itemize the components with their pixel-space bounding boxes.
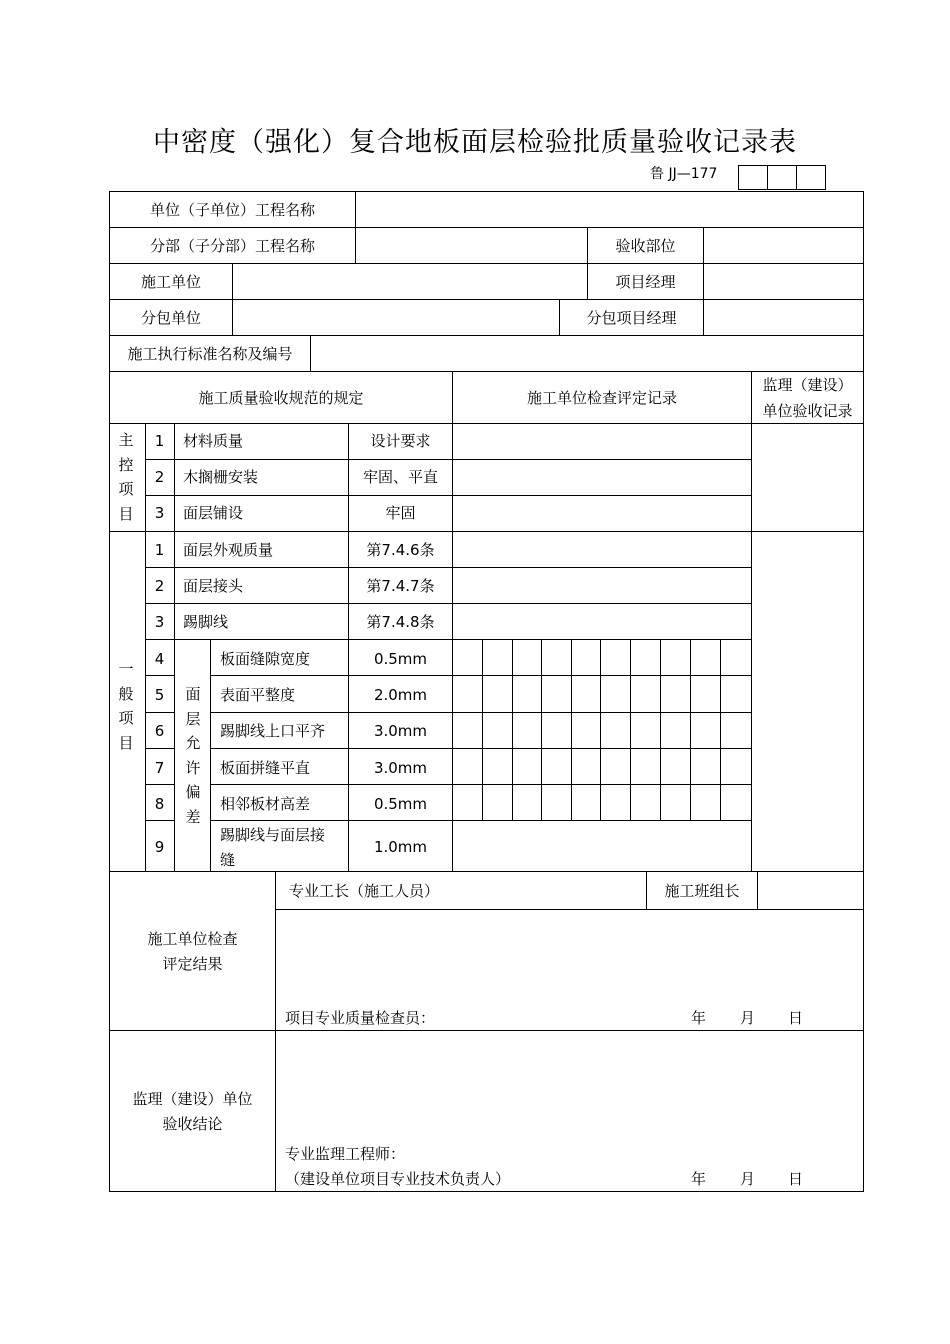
grid-line bbox=[109, 1030, 864, 1031]
main-items-label: 主 控 项 目 bbox=[118, 431, 134, 523]
supervision-record-area[interactable] bbox=[752, 424, 863, 871]
grid-line bbox=[145, 784, 175, 785]
construction-unit-label: 施工单位 bbox=[140, 273, 201, 291]
deviation-item-req: 1.0mm bbox=[373, 838, 428, 856]
supervision-result-month: 月 bbox=[740, 1170, 756, 1188]
unit-result-content[interactable] bbox=[276, 910, 863, 1005]
deviation-item-name: 板面拼缝平直 bbox=[220, 759, 311, 777]
form-code: 鲁 JJ—177 bbox=[650, 166, 718, 182]
grid-line bbox=[512, 639, 513, 821]
main-item-no: 2 bbox=[154, 468, 165, 486]
general-item-no: 1 bbox=[154, 541, 165, 559]
supervision-result-day: 日 bbox=[788, 1170, 804, 1188]
grid-line bbox=[720, 639, 721, 821]
unit-result-label-line1: 施工单位检查 bbox=[147, 930, 238, 948]
standard-name-field[interactable] bbox=[311, 336, 863, 371]
grid-line bbox=[174, 423, 175, 640]
general-items-check-record[interactable] bbox=[453, 532, 751, 639]
supervision-engineer-label: 专业监理工程师： bbox=[285, 1145, 406, 1163]
deviation-item-no: 4 bbox=[154, 650, 165, 668]
grid-line bbox=[210, 784, 752, 785]
main-item-name: 材料质量 bbox=[183, 432, 244, 450]
acceptance-part-field[interactable] bbox=[704, 228, 863, 263]
general-item-req: 第7.4.8条 bbox=[366, 613, 435, 631]
deviation-item-name: 板面缝隙宽度 bbox=[220, 650, 311, 668]
main-item-no: 3 bbox=[154, 504, 165, 522]
grid-line bbox=[210, 748, 752, 749]
page-title: 中密度（强化）复合地板面层检验批质量验收记录表 bbox=[153, 127, 797, 158]
subcontract-unit-label: 分包单位 bbox=[140, 309, 201, 327]
deviation-item-name: 踢脚线上口平齐 bbox=[220, 722, 326, 740]
grid-line bbox=[630, 639, 631, 821]
grid-line bbox=[109, 871, 864, 872]
grid-line bbox=[210, 712, 752, 713]
supervision-result-label-line1: 监理（建设）单位 bbox=[132, 1090, 253, 1108]
deviation-item-req: 0.5mm bbox=[373, 650, 428, 668]
deviation-item-req: 0.5mm bbox=[373, 795, 428, 813]
supervision-record-header-line1: 监理（建设） bbox=[762, 376, 853, 394]
deviation-item-no: 5 bbox=[154, 686, 165, 704]
grid-line bbox=[600, 639, 601, 821]
deviation-label: 面 层 允 许 偏 差 bbox=[185, 685, 201, 826]
division-project-name-field[interactable] bbox=[356, 228, 587, 263]
owner-rep-label: （建设单位项目专业技术负责人） bbox=[285, 1170, 511, 1188]
deviation-item-req: 3.0mm bbox=[373, 759, 428, 777]
subcontract-project-manager-label: 分包项目经理 bbox=[586, 309, 677, 327]
grid-line bbox=[174, 639, 175, 872]
grid-line bbox=[571, 639, 572, 821]
grid-line bbox=[109, 1191, 864, 1192]
main-item-no: 1 bbox=[154, 432, 165, 450]
unit-check-record-header: 施工单位检查评定记录 bbox=[526, 389, 677, 407]
general-items-label: 一 般 项 目 bbox=[118, 660, 134, 752]
deviation-item-name: 表面平整度 bbox=[220, 686, 296, 704]
general-item-no: 3 bbox=[154, 613, 165, 631]
foreman-field[interactable] bbox=[453, 873, 646, 909]
main-items-check-record[interactable] bbox=[453, 424, 751, 531]
project-manager-label: 项目经理 bbox=[615, 273, 676, 291]
deviation-item-no: 9 bbox=[154, 838, 165, 856]
grid-line bbox=[145, 675, 175, 676]
general-item-req: 第7.4.7条 bbox=[366, 577, 435, 595]
general-item-req: 第7.4.6条 bbox=[366, 541, 435, 559]
grid-line bbox=[660, 639, 661, 821]
general-item-name: 面层接头 bbox=[183, 577, 244, 595]
deviation-item-no: 7 bbox=[154, 759, 165, 777]
unit-result-month: 月 bbox=[740, 1009, 756, 1027]
general-item-name: 面层外观质量 bbox=[183, 541, 274, 559]
deviation-item-no: 6 bbox=[154, 722, 165, 740]
general-item-no: 2 bbox=[154, 577, 165, 595]
grid-line bbox=[210, 820, 752, 821]
main-item-req: 牢固 bbox=[385, 504, 416, 522]
main-item-name: 木搁栅安装 bbox=[183, 468, 259, 486]
foreman-label: 专业工长（施工人员） bbox=[288, 882, 439, 900]
deviation-item-name-line1: 踢脚线与面层接 bbox=[220, 826, 326, 844]
standard-name-label: 施工执行标准名称及编号 bbox=[127, 345, 293, 363]
deviation-item-req: 3.0mm bbox=[373, 722, 428, 740]
main-item-req: 设计要求 bbox=[370, 432, 431, 450]
grid-line bbox=[109, 191, 110, 1192]
form-code-boxes[interactable] bbox=[738, 165, 826, 190]
grid-line bbox=[210, 675, 752, 676]
deviation-item-name-line2: 缝 bbox=[220, 851, 236, 869]
main-item-req: 牢固、平直 bbox=[362, 468, 438, 486]
unit-result-year: 年 bbox=[691, 1009, 707, 1027]
grid-line bbox=[145, 748, 175, 749]
main-item-name: 面层铺设 bbox=[183, 504, 244, 522]
supervision-result-year: 年 bbox=[691, 1170, 707, 1188]
grid-line bbox=[210, 639, 211, 872]
construction-unit-field[interactable] bbox=[233, 264, 587, 299]
unit-project-name-label: 单位（子单位）工程名称 bbox=[149, 201, 315, 219]
division-project-name-label: 分部（子分部）工程名称 bbox=[149, 237, 315, 255]
subcontract-project-manager-field[interactable] bbox=[704, 300, 863, 335]
acceptance-part-label: 验收部位 bbox=[615, 237, 676, 255]
grid-line bbox=[690, 639, 691, 821]
grid-line bbox=[541, 639, 542, 821]
supervision-result-label-line2: 验收结论 bbox=[162, 1115, 223, 1133]
subcontract-unit-field[interactable] bbox=[233, 300, 559, 335]
grid-line bbox=[863, 191, 864, 1192]
unit-project-name-field[interactable] bbox=[356, 192, 863, 227]
supervision-record-header-line2: 单位验收记录 bbox=[762, 402, 853, 420]
general-item-name: 踢脚线 bbox=[183, 613, 229, 631]
supervision-result-content[interactable] bbox=[276, 1032, 863, 1137]
team-leader-label: 施工班组长 bbox=[664, 882, 740, 900]
deviation-item-req: 2.0mm bbox=[373, 686, 428, 704]
deviation-item-no: 8 bbox=[154, 795, 165, 813]
inspector-label: 项目专业质量检查员： bbox=[285, 1009, 436, 1027]
deviation-item-name: 相邻板材高差 bbox=[220, 795, 311, 813]
unit-result-day: 日 bbox=[788, 1009, 804, 1027]
project-manager-field[interactable] bbox=[704, 264, 863, 299]
spec-rules-header: 施工质量验收规范的规定 bbox=[198, 389, 364, 407]
grid-line bbox=[145, 820, 175, 821]
grid-line bbox=[482, 639, 483, 821]
grid-line bbox=[145, 712, 175, 713]
unit-result-label-line2: 评定结果 bbox=[162, 955, 223, 973]
team-leader-field[interactable] bbox=[758, 873, 863, 909]
